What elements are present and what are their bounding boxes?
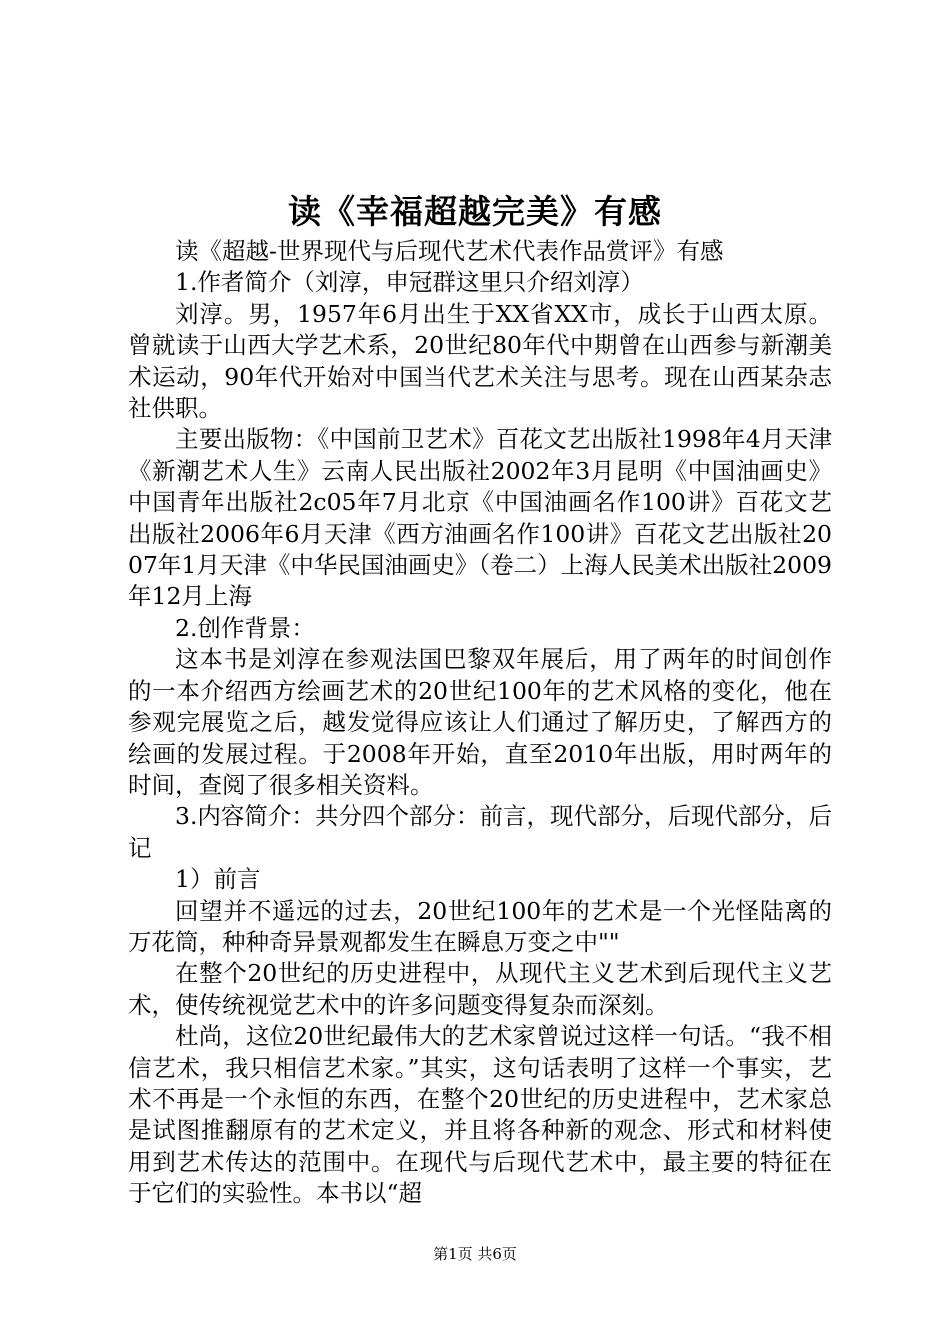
paragraph-subtitle: 读《超越-世界现代与后现代艺术代表作品赏评》有感	[175, 237, 724, 265]
paragraph-content-heading: 3.内容简介：共分四个部分：前言，现代部分，后现代部分，后记	[128, 802, 832, 862]
paragraph-background-heading: 2.创作背景：	[175, 613, 315, 642]
paragraph-publications: 主要出版物：《中国前卫艺术》百花文艺出版社1998年4月天津《新潮艺术人生》云南人民出版社2002年3月昆明《中国油画史》中国青年出版社2c05年7月北京《中国油画名作100讲》百花文艺出版社2006年6月天津《西方油画名作100讲》百花文艺出版社2007年1月天津《中华民国油画史》（卷二）上海人民美术出版社2009年12月上海	[128, 425, 832, 611]
paragraph-preface-1: 回望并不遥远的过去，20世纪100年的艺术是一个光怪陆离的万花筒，种种奇异景观都发生在瞬息万变之中""	[128, 896, 832, 956]
paragraph-background: 这本书是刘淳在参观法国巴黎双年展后，用了两年的时间创作的一本介绍西方绘画艺术的20世纪100年的艺术风格的变化，他在参观完展览之后，越发觉得应该让人们通过了解历史，了解西方的绘画的发展过程。于2008年开始，直至2010年出版，用时两年的时间，查阅了很多相关资料。	[128, 645, 832, 799]
document-body	[128, 236, 832, 1210]
paragraph-preface-2: 在整个20世纪的历史进程中，从现代主义艺术到后现代主义艺术，使传统视觉艺术中的许多问题变得复杂而深刻。	[128, 959, 832, 1019]
paragraph-preface-3: 杜尚，这位20世纪最伟大的艺术家曾说过这样一句话。“我不相信艺术，我只相信艺术家。”其实，这句话表明了这样一个事实，艺术不再是一个永恒的东西，在整个20世纪的历史进程中，艺术家总是试图推翻原有的艺术定义，并且将各种新的观念、形式和材料使用到艺术传达的范围中。在现代与后现代艺术中，最主要的特征在于它们的实验性。本书以“超	[128, 1022, 832, 1208]
paragraph-author-bio: 刘淳。男，1957年6月出生于XX省XX市，成长于山西太原。曾就读于山西大学艺术系，20世纪80年代中期曾在山西参与新潮美术运动，90年代开始对中国当代艺术关注与思考。现在山西某杂志社供职。	[128, 299, 832, 423]
paragraph-preface-heading: 1）前言	[175, 865, 261, 894]
document-title: 读《幸福超越完美》有感	[288, 192, 662, 231]
paragraph-author-heading: 1.作者简介（刘淳，申冠群这里只介绍刘淳）	[175, 268, 644, 297]
page-footer: 第1页 共6页	[433, 1245, 517, 1263]
